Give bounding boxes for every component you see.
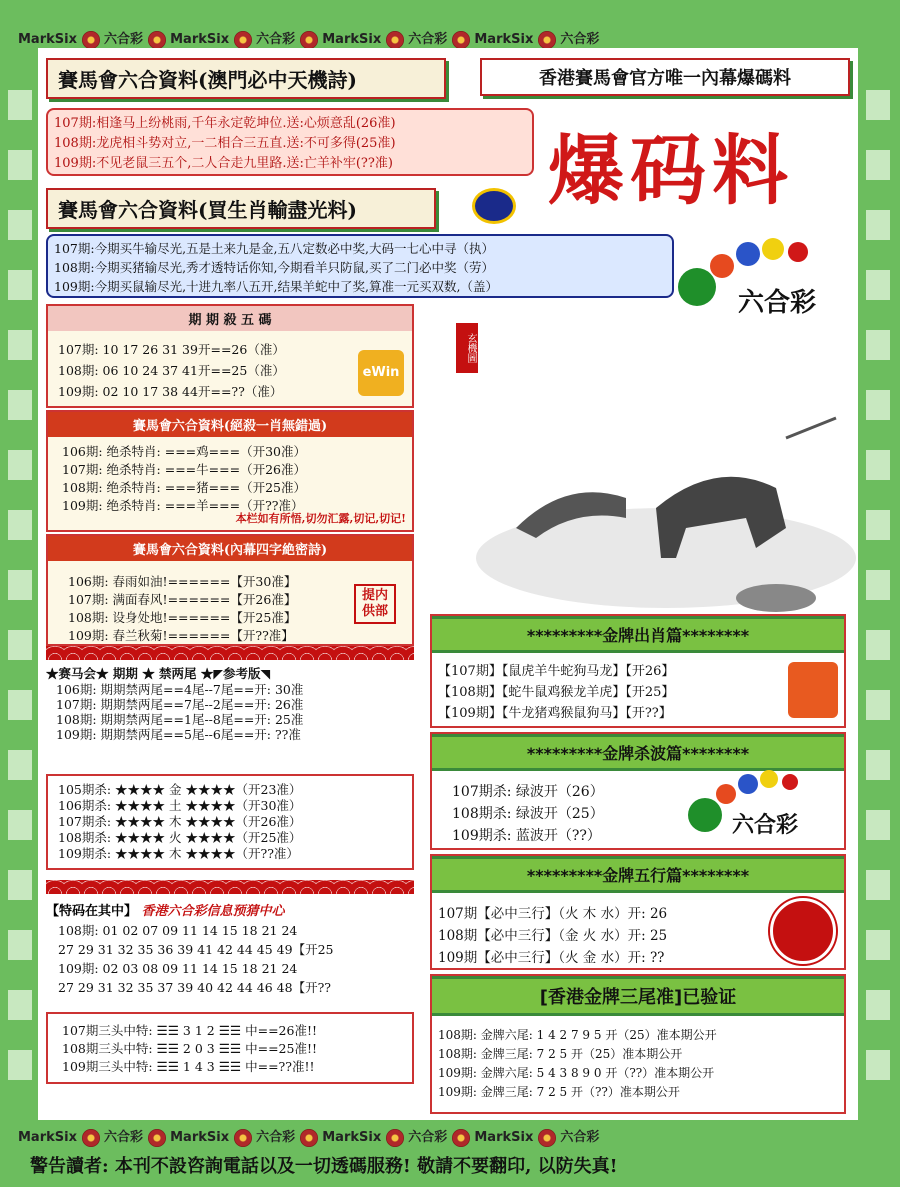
special-row: 27 29 31 32 35 36 39 41 42 44 45 49【开25 — [58, 942, 334, 957]
tail-row: 109期: 期期禁两尾==5尾--6尾==开: ??准 — [56, 727, 301, 742]
gold-wave-title: *********金牌杀波篇******** — [432, 734, 844, 771]
flower-icon — [300, 31, 318, 49]
brand-liuhecai: 六合彩 — [104, 32, 144, 47]
scallop-divider — [46, 880, 414, 894]
gold-zodiac-row: 【108期】【蛇牛鼠鸡猴龙羊虎】【开25】 — [438, 685, 675, 700]
special-row: 109期: 02 03 08 09 11 14 15 18 21 24 — [58, 961, 298, 976]
blue-ball — [738, 774, 758, 794]
three-row: 108期三头中特: ☰☰ 2 0 3 ☰☰ 中==25准!! — [62, 1041, 317, 1056]
special-label: 【特码在其中】 — [46, 904, 138, 919]
flower-icon — [300, 1129, 318, 1147]
kill1-row: 108期: 绝杀特肖: ===猪===（开25准） — [62, 480, 306, 495]
gold-five-row: 108期【必中三行】（金 火 水）开: 25 — [438, 928, 668, 944]
buy-box — [46, 234, 674, 298]
poem4-row: 106期: 春雨如油!======【开30准】 — [68, 574, 297, 589]
brand-liuhecai: 六合彩 — [256, 1130, 296, 1145]
top-right-title: 香港賽馬會官方唯一內幕爆碼料 — [480, 58, 850, 96]
flower-icon — [538, 1129, 556, 1147]
flower-icon — [148, 1129, 166, 1147]
red-ball — [716, 784, 736, 804]
ink-painting — [456, 398, 856, 628]
kill1-note: 本栏如有所悟,切勿汇露,切记,切记! — [235, 512, 406, 525]
yellow-ball — [760, 770, 778, 788]
poem-line: 107期:相逢马上纷桃雨,千年永定乾坤位.送:心烦意乱(26准) — [54, 116, 396, 131]
gold-zodiac-title: *********金牌出肖篇******** — [432, 616, 844, 653]
three-row: 109期三头中特: ☰☰ 1 4 3 ☰☰ 中==??准!! — [62, 1059, 315, 1074]
poem-box — [46, 108, 534, 176]
gold-tail-row: 109期: 金牌六尾: 5 4 3 8 9 0 开（??）准本期公开 — [438, 1066, 715, 1080]
brand-marksix: MarkSix — [322, 32, 382, 47]
kill5-panel — [46, 304, 414, 408]
brand-marksix: MarkSix — [474, 32, 534, 47]
brand-liuhecai: 六合彩 — [560, 1130, 600, 1145]
ewin-logo: eWin — [358, 350, 404, 396]
tail-row: 107期: 期期禁两尾==7尾--2尾==开: 26准 — [56, 697, 304, 712]
page-content — [38, 48, 858, 1120]
top-left-title: 賽馬會六合資料(澳門必中天機詩) — [46, 58, 446, 99]
flower-icon — [386, 1129, 404, 1147]
brand-liuhecai: 六合彩 — [408, 1130, 448, 1145]
gold-five-row: 109期【必中三行】（火 金 水）开: ?? — [438, 950, 665, 966]
border-top-strip — [18, 28, 599, 49]
buy-line: 109期:今期买鼠输尽光,十进九率八五开,结果羊蛇中了奖,算准一元买双数,（盖） — [54, 279, 498, 294]
brand-liuhecai: 六合彩 — [408, 32, 448, 47]
brand-marksix: MarkSix — [322, 1130, 382, 1145]
gold-five-panel — [430, 854, 846, 970]
footer-warning: 警告讀者: 本刊不設咨詢電話以及一切透碼服務! 敬請不要翻印, 以防失真! — [30, 1156, 618, 1177]
second-title: 賽馬會六合資料(買生肖輸盡光料) — [46, 188, 436, 229]
poem4-title: 賽馬會六合資料(內幕四字絶密詩) — [48, 536, 412, 561]
brand-marksix: MarkSix — [18, 32, 77, 47]
gold-zodiac-panel — [430, 614, 846, 728]
flower-icon — [82, 31, 100, 49]
element-row: 106期杀: ★★★★ 土 ★★★★（开30准） — [58, 798, 302, 813]
border-right-strip — [866, 60, 890, 1110]
poem-line: 109期:不见老鼠三五个,二人合走九里路.送:亡羊补牢(??准) — [54, 156, 393, 171]
tail-panel — [46, 664, 414, 762]
tail-row: 108期: 期期禁两尾==1尾--8尾==开: 25准 — [56, 712, 304, 727]
tail-head: ★赛马会★ 期期 ★ 禁两尾 ★◤参考版◥ — [46, 666, 271, 681]
kill1-row: 106期: 绝杀特肖: ===鸡===（开30准） — [62, 444, 306, 459]
kill1-row: 109期: 绝杀特肖: ===羊===（开??准） — [62, 498, 304, 513]
liuhecai-label: 六合彩 — [732, 812, 799, 838]
element-row: 105期杀: ★★★★ 金 ★★★★（开23准） — [58, 782, 302, 797]
element-row: 109期杀: ★★★★ 木 ★★★★（开??准） — [58, 846, 299, 861]
brand-liuhecai: 六合彩 — [560, 32, 600, 47]
poem4-panel — [46, 534, 414, 646]
kill5-row: 109期: 02 10 17 38 44开==??（准） — [58, 384, 283, 399]
stamp: 提内供部 — [354, 584, 396, 624]
brand-marksix: MarkSix — [18, 1130, 77, 1145]
flower-icon — [234, 31, 252, 49]
poem4-row: 109期: 春兰秋菊!======【开??准】 — [68, 628, 294, 643]
flower-icon — [82, 1129, 100, 1147]
kill1-row: 107期: 绝杀特肖: ===牛===（开26准） — [62, 462, 306, 477]
buy-line: 107期:今期买牛输尽光,五是土来九是金,五八定数必中奖,大码一七心中寻（执） — [54, 241, 494, 256]
element-panel — [46, 774, 414, 870]
blue-ball — [736, 242, 760, 266]
special-center: 香港六合彩信息预猜中心 — [141, 904, 285, 919]
poem-line: 108期:龙虎相斗势对立,一二相合三五直.送:不可多得(25准) — [54, 136, 396, 151]
kill5-title: 期 期 殺 五 碼 — [48, 306, 412, 331]
gold-five-row: 107期【必中三行】（火 木 水）开: 26 — [438, 906, 668, 922]
big-title: 爆码料 — [548, 126, 794, 215]
gold-zodiac-row: 【109期】【牛龙猪鸡猴鼠狗马】【开??】 — [438, 706, 672, 721]
hk-bauhinia-emblem — [770, 898, 836, 964]
red-ball — [788, 242, 808, 262]
poem4-row: 107期: 满面春风!======【开26准】 — [68, 592, 297, 607]
brand-liuhecai: 六合彩 — [256, 32, 296, 47]
brand-marksix: MarkSix — [170, 32, 230, 47]
kill5-row: 108期: 06 10 24 37 41开==25（准） — [58, 363, 285, 378]
flower-icon — [234, 1129, 252, 1147]
gold-wave-panel — [430, 732, 846, 850]
gold-tail-row: 108期: 金牌三尾: 7 2 5 开（25）准本期公开 — [438, 1047, 683, 1061]
scallop-divider — [46, 646, 414, 660]
gold-wave-row: 107期杀: 绿波开（26） — [452, 784, 604, 800]
gold-tail-title: [香港金牌三尾准]已验证 — [432, 976, 844, 1016]
gold-tail-row: 109期: 金牌三尾: 7 2 5 开（??）准本期公开 — [438, 1085, 680, 1099]
xuanji-stamp: 玄機圖 — [456, 323, 478, 373]
three-panel — [46, 1012, 414, 1084]
special-panel — [46, 900, 414, 1002]
gold-five-title: *********金牌五行篇******** — [432, 856, 844, 893]
green-ball — [678, 268, 716, 306]
jockey-club-logo — [472, 188, 516, 224]
flower-icon — [452, 31, 470, 49]
kill1-panel — [46, 410, 414, 532]
red-ball — [710, 254, 734, 278]
fist-icon — [788, 662, 838, 718]
flower-icon — [538, 31, 556, 49]
buy-line: 108期:今期买猪输尽光,秀才透特话你知,今期看羊只防鼠,买了二门必中奖（劳） — [54, 260, 494, 275]
gold-tail-panel — [430, 974, 846, 1114]
gold-zodiac-row: 【107期】【鼠虎羊牛蛇狗马龙】【开26】 — [438, 664, 675, 679]
flower-icon — [148, 31, 166, 49]
border-left-strip — [8, 60, 32, 1110]
yellow-ball — [762, 238, 784, 260]
element-row: 108期杀: ★★★★ 火 ★★★★（开25准） — [58, 830, 302, 845]
brand-marksix: MarkSix — [170, 1130, 230, 1145]
brand-liuhecai: 六合彩 — [104, 1130, 144, 1145]
element-row: 107期杀: ★★★★ 木 ★★★★（开26准） — [58, 814, 302, 829]
kill1-title: 賽馬會六合資料(絕殺一肖無錯過) — [48, 412, 412, 437]
flower-icon — [452, 1129, 470, 1147]
gold-wave-row: 108期杀: 绿波开（25） — [452, 806, 604, 822]
brand-marksix: MarkSix — [474, 1130, 534, 1145]
special-row: 27 29 31 32 35 37 39 40 42 44 46 48【开?? — [58, 980, 331, 995]
green-ball — [688, 798, 722, 832]
border-bottom-strip — [18, 1126, 599, 1147]
kill5-row: 107期: 10 17 26 31 39开==26（准） — [58, 342, 285, 357]
tail-row: 106期: 期期禁两尾==4尾--7尾==开: 30准 — [56, 682, 304, 697]
gold-wave-row: 109期杀: 蓝波开（??） — [452, 828, 601, 844]
flower-icon — [386, 31, 404, 49]
red-ball — [782, 774, 798, 790]
three-row: 107期三头中特: ☰☰ 3 1 2 ☰☰ 中==26准!! — [62, 1023, 317, 1038]
liuhecai-label: 六合彩 — [738, 288, 817, 318]
special-row: 108期: 01 02 07 09 11 14 15 18 21 24 — [58, 923, 298, 938]
poem4-row: 108期: 设身处地!======【开25准】 — [68, 610, 297, 625]
gold-tail-row: 108期: 金牌六尾: 1 4 2 7 9 5 开（25）准本期公开 — [438, 1028, 717, 1042]
